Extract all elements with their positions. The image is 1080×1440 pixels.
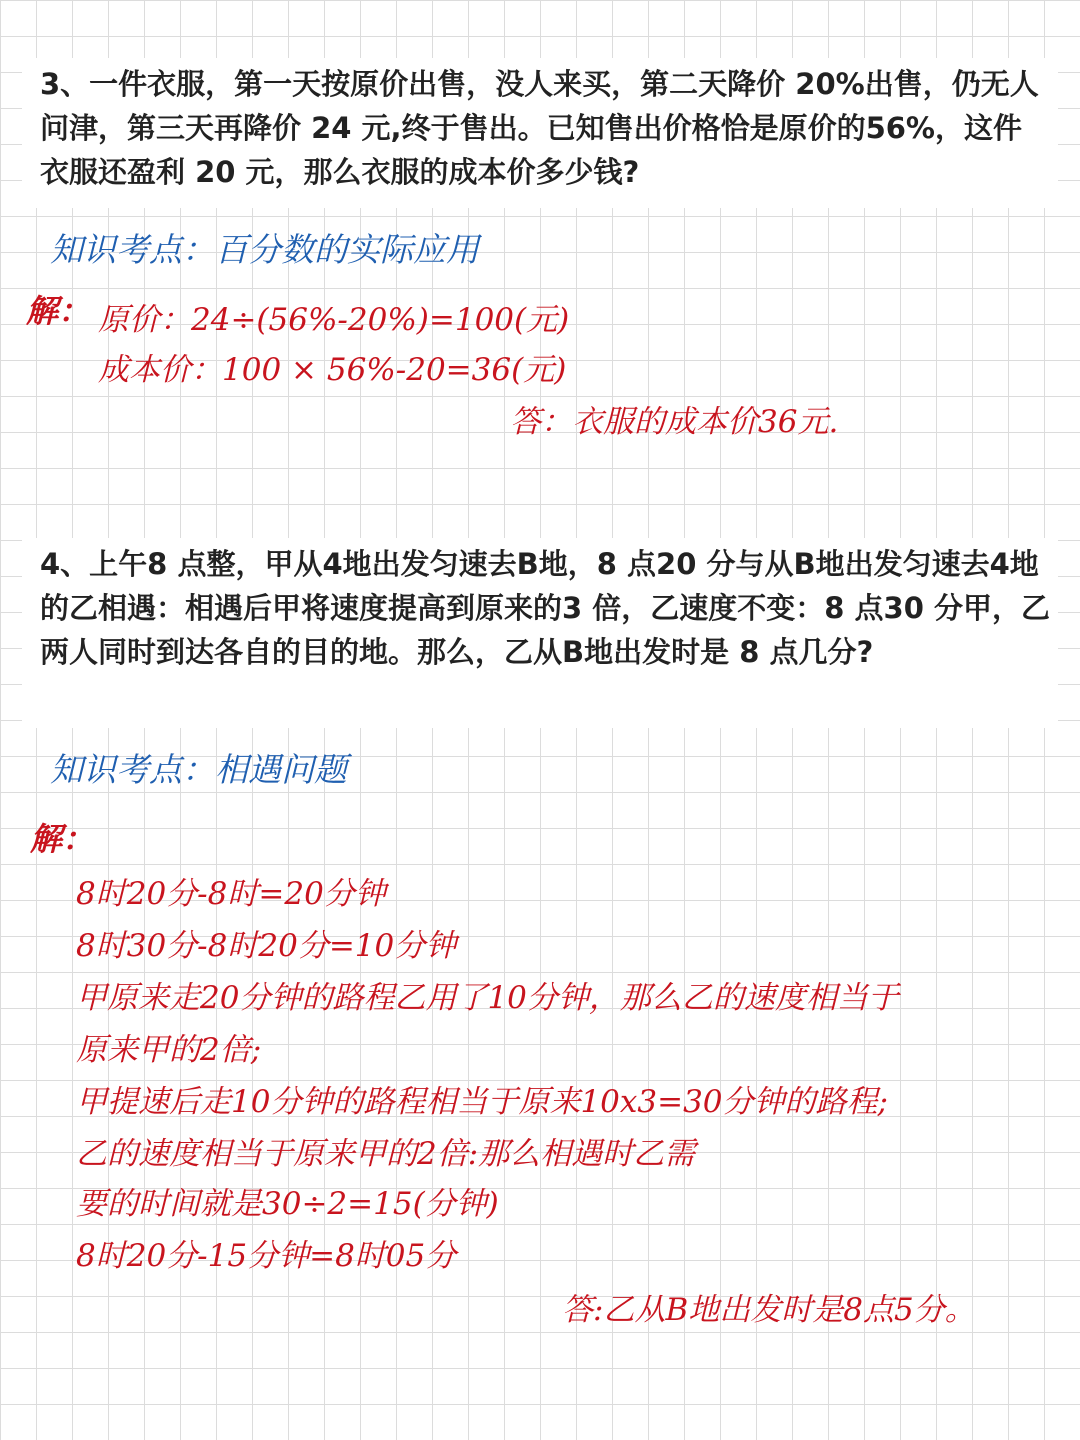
problem-4-solution-line-3: 甲原来走20分钟的路程乙用了10分钟，那么乙的速度相当于 [76, 980, 899, 1016]
problem-4-solution-line-6: 乙的速度相当于原来甲的2倍:那么相遇时乙需 [76, 1136, 696, 1172]
problem-4-solution-line-4: 原来甲的2倍; [76, 1032, 262, 1068]
problem-3-question: 3、一件衣服，第一天按原价出售，没人来买，第二天降价 20%出售，仍无人问津，第三天再降价 24 元,终于售出。已知售出价格恰是原价的56%，这件衣服还盈利 20 元，那么衣服的成本价多少钱? [40, 67, 1039, 189]
problem-3-answer: 答：衣服的成本价36元. [510, 404, 839, 440]
problem-4-solution-line-1: 8时20分-8时=20分钟 [76, 876, 386, 912]
problem-4-answer: 答:乙从B地出发时是8点5分。 [562, 1292, 976, 1328]
problem-4-solution-label: 解： [30, 820, 95, 858]
problem-3-solution-label: 解： [26, 292, 91, 330]
problem-3-solution-line-2: 成本价：100 × 56%-20=36(元) [98, 352, 567, 388]
problem-3-knowledge-point: 知识考点：百分数的实际应用 [50, 230, 479, 269]
problem-4-knowledge-point: 知识考点：相遇问题 [50, 750, 347, 789]
problem-4-solution-line-5: 甲提速后走10分钟的路程相当于原来10x3=30分钟的路程; [76, 1084, 888, 1120]
problem-4-solution-line-8: 8时20分-15分钟=8时05分 [76, 1238, 457, 1274]
problem-3-solution-line-1: 原价：24÷(56%-20%)=100(元) [98, 302, 570, 338]
problem-4-question: 4、上午8 点整，甲从4地出发匀速去B地，8 点20 分与从B地出发匀速去4地的乙相遇：相遇后甲将速度提高到原来的3 倍，乙速度不变：8 点30 分甲，乙两人同时到达各自的目的地。那么，乙从B地出发时是 8 点几分? [40, 547, 1051, 669]
problem-4-solution-line-7: 要的时间就是30÷2=15(分钟) [76, 1186, 499, 1222]
problem-4-solution-line-2: 8时30分-8时20分=10分钟 [76, 928, 457, 964]
